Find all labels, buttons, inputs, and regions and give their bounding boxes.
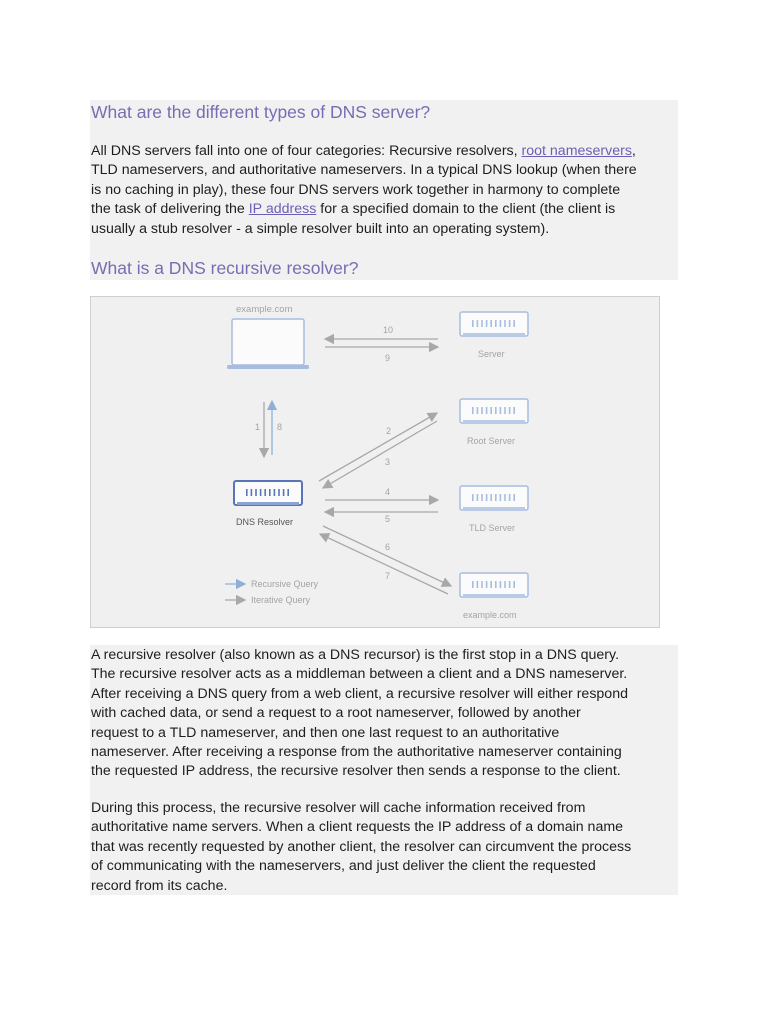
client-laptop-icon [227, 319, 309, 369]
led-tick [509, 581, 511, 588]
led-tick [472, 407, 474, 414]
server-label: Server [478, 349, 505, 359]
root-nameservers-link[interactable]: root nameservers [521, 143, 632, 159]
text-run: All DNS servers fall into one of four categories: Recursive resolvers, [91, 143, 522, 159]
paragraph-line: usually a stub resolver - a simple resolver built into an operating system). [91, 220, 550, 237]
led-tick [500, 494, 502, 501]
step-label-7: 7 [385, 571, 391, 581]
led-tick [472, 494, 474, 501]
paragraph-line: record from its cache. [91, 877, 228, 894]
paragraph-line: that was recently requested by another client, the resolver can circumvent the process [91, 838, 632, 855]
diagram-canvas [91, 297, 661, 629]
paragraph-line: request to a TLD nameserver, and then one last request to an authoritative [91, 724, 560, 741]
paragraph-line: nameserver. After receiving a response from the authoritative nameserver containing [91, 744, 622, 761]
led-tick [486, 581, 488, 588]
step-label-3: 3 [385, 457, 391, 467]
led-tick [274, 489, 276, 496]
text-run: for a specified domain to the client (the client is [316, 201, 616, 218]
led-tick [504, 581, 506, 588]
paragraph-dns-server-types [91, 142, 681, 239]
led-tick [481, 407, 483, 414]
arrow-step-2 [319, 413, 437, 481]
led-tick [477, 407, 479, 414]
led-tick [251, 489, 253, 496]
heading-dns-server-types: What are the different types of DNS server? [91, 102, 431, 122]
led-tick [495, 494, 497, 501]
legend-iterative-label: Iterative Query [251, 595, 311, 605]
dns-resolver-icon [234, 481, 302, 505]
led-tick [472, 581, 474, 588]
step-label-5: 5 [385, 514, 391, 524]
led-tick [486, 320, 488, 327]
led-tick [509, 320, 511, 327]
led-tick [500, 407, 502, 414]
legend-recursive-label: Recursive Query [251, 579, 319, 589]
led-tick [495, 407, 497, 414]
led-tick [287, 489, 289, 496]
led-tick [513, 320, 515, 327]
led-tick [490, 407, 492, 414]
dns-resolver-label: DNS Resolver [236, 517, 294, 527]
server-icon [460, 312, 528, 336]
led-tick [504, 494, 506, 501]
root-server-label: Root Server [467, 436, 516, 446]
step-label-1: 1 [255, 422, 261, 432]
led-tick [504, 320, 506, 327]
root-server-icon [460, 399, 528, 423]
text-run: , [631, 143, 636, 159]
paragraph-line: A recursive resolver (also known as a DNS recursor) is the first stop in a DNS query. [91, 647, 620, 663]
paragraph-line: The recursive resolver acts as a middleman between a client and a DNS nameserver. [91, 666, 628, 683]
paragraph-line: During this process, the recursive resolver will cache information received from [91, 800, 586, 816]
step-label-9: 9 [385, 353, 391, 363]
led-tick [269, 489, 271, 496]
arrow-step-7 [320, 534, 448, 594]
led-tick [264, 489, 266, 496]
led-tick [283, 489, 285, 496]
led-tick [481, 494, 483, 501]
paragraph-line: of communicating with the nameservers, and just deliver the client the requested [91, 858, 596, 875]
paragraph-line: with cached data, or send a request to a root nameserver, followed by another [91, 705, 581, 722]
led-tick [490, 494, 492, 501]
led-tick [477, 494, 479, 501]
led-tick [481, 320, 483, 327]
step-label-10: 10 [383, 325, 394, 335]
paragraph-recursive-resolver-intro [91, 646, 681, 782]
led-tick [278, 489, 280, 496]
dns-lookup-diagram [90, 296, 660, 628]
step-label-4: 4 [385, 487, 391, 497]
section-block-dns-types [90, 100, 678, 280]
paragraph-line: TLD nameservers, and authoritative nameservers. In a typical DNS lookup (when there [91, 162, 637, 179]
paragraph-line: After receiving a DNS query from a web client, a recursive resolver will either respond [91, 685, 628, 702]
led-tick [500, 320, 502, 327]
led-tick [260, 489, 262, 496]
led-tick [255, 489, 257, 496]
led-tick [477, 320, 479, 327]
led-tick [509, 407, 511, 414]
step-label-6: 6 [385, 542, 391, 552]
step-label-8: 8 [277, 422, 283, 432]
section-block-recursive-resolver-text [90, 645, 678, 895]
led-tick [509, 494, 511, 501]
led-tick [486, 494, 488, 501]
led-tick [504, 407, 506, 414]
step-label-2: 2 [386, 426, 392, 436]
led-tick [477, 581, 479, 588]
paragraph-line: authoritative name servers. When a client requests the IP address of a domain name [91, 819, 624, 836]
led-tick [246, 489, 248, 496]
tld-server-label: TLD Server [469, 523, 516, 533]
led-tick [500, 581, 502, 588]
paragraph-line: is no caching in play), these four DNS servers work together in harmony to complete [91, 181, 621, 198]
led-tick [513, 581, 515, 588]
led-tick [472, 320, 474, 327]
authoritative-server-icon [460, 573, 528, 597]
paragraph-line: the requested IP address, the recursive resolver then sends a response to the client. [91, 763, 621, 780]
led-tick [490, 320, 492, 327]
led-tick [481, 581, 483, 588]
led-tick [486, 407, 488, 414]
arrow-step-3 [323, 421, 437, 488]
led-tick [513, 407, 515, 414]
paragraph-line [91, 142, 681, 161]
heading-recursive-resolver: What is a DNS recursive resolver? [91, 258, 359, 278]
led-tick [495, 320, 497, 327]
text-run: the task of delivering the [91, 201, 249, 218]
client-label: example.com [236, 304, 293, 315]
led-tick [495, 581, 497, 588]
tld-server-icon [460, 486, 528, 510]
paragraph-line [91, 200, 681, 219]
authoritative-server-label: example.com [463, 610, 517, 620]
paragraph-recursive-resolver-cache [91, 799, 681, 896]
led-tick [513, 494, 515, 501]
led-tick [490, 581, 492, 588]
ip-address-link[interactable]: IP address [248, 201, 317, 218]
